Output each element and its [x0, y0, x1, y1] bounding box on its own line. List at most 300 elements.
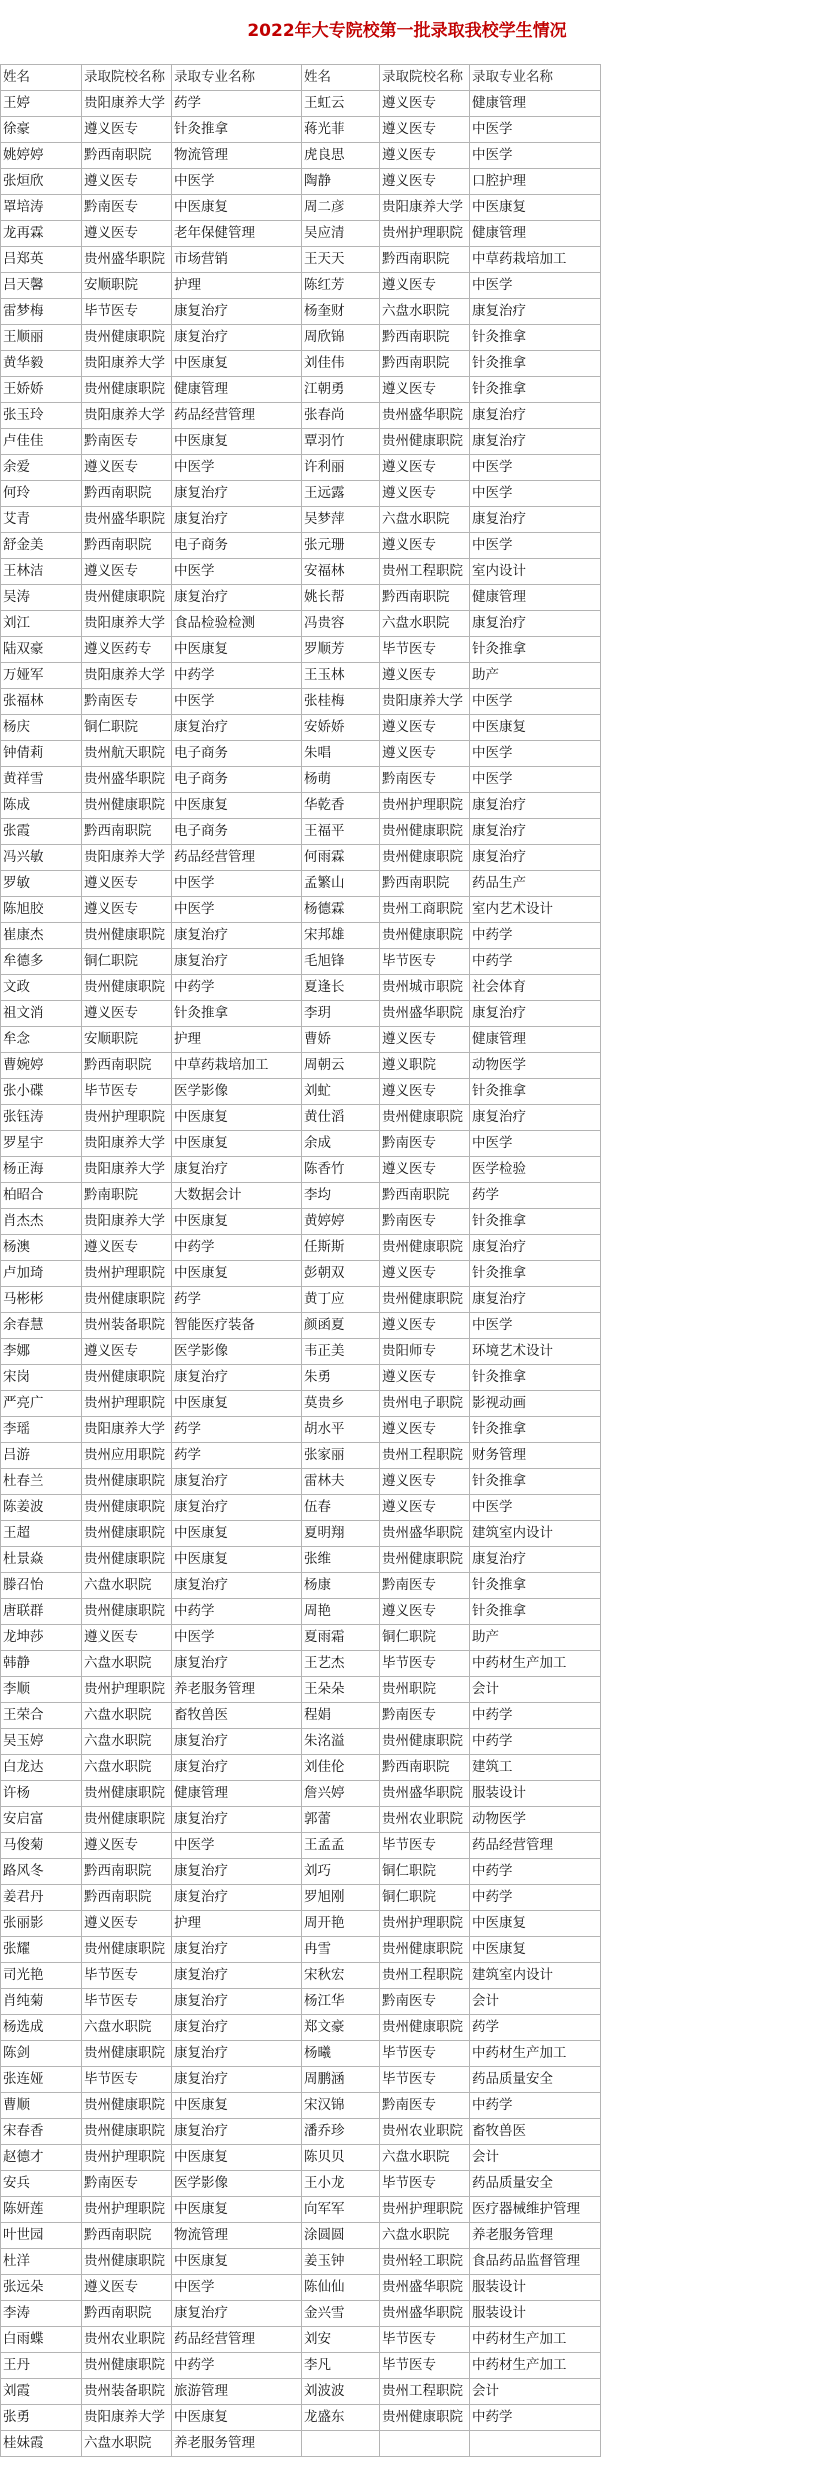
major-name-cell: 针灸推拿 [470, 325, 601, 351]
school-name-cell: 贵州护理职院 [82, 1261, 172, 1287]
table-row [1, 533, 601, 559]
student-name-cell: 赵德才 [1, 2145, 82, 2171]
header-name-1: 姓名 [1, 65, 82, 91]
school-name-cell: 贵州健康职院 [380, 1937, 470, 1963]
student-name-cell: 曹娇 [302, 1027, 380, 1053]
student-name-cell: 吕游 [1, 1443, 82, 1469]
school-name-cell: 黔南医专 [380, 1573, 470, 1599]
student-name-cell: 朱唱 [302, 741, 380, 767]
major-name-cell: 中药学 [470, 1859, 601, 1885]
student-name-cell: 杜春兰 [1, 1469, 82, 1495]
major-name-cell: 建筑工 [470, 1755, 601, 1781]
school-name-cell: 贵阳康养大学 [82, 1417, 172, 1443]
major-name-cell: 服装设计 [470, 2275, 601, 2301]
major-name-cell: 康复治疗 [172, 2301, 302, 2327]
major-name-cell: 药品经营管理 [172, 403, 302, 429]
major-name-cell: 中医学 [470, 741, 601, 767]
student-name-cell: 李娜 [1, 1339, 82, 1365]
major-name-cell: 助产 [470, 1625, 601, 1651]
major-name-cell: 康复治疗 [172, 1989, 302, 2015]
student-name-cell: 郭蕾 [302, 1807, 380, 1833]
major-name-cell: 动物医学 [470, 1807, 601, 1833]
school-name-cell: 遵义医专 [82, 871, 172, 897]
student-name-cell: 杨萌 [302, 767, 380, 793]
student-name-cell: 周二彦 [302, 195, 380, 221]
major-name-cell: 康复治疗 [470, 845, 601, 871]
school-name-cell: 遵义医专 [82, 897, 172, 923]
school-name-cell: 黔西南职院 [380, 325, 470, 351]
major-name-cell: 药学 [172, 1287, 302, 1313]
major-name-cell: 药品经营管理 [172, 2327, 302, 2353]
school-name-cell: 贵阳康养大学 [380, 689, 470, 715]
student-name-cell: 蒋光菲 [302, 117, 380, 143]
school-name-cell: 贵州健康职院 [380, 1105, 470, 1131]
school-name-cell: 贵州健康职院 [380, 2015, 470, 2041]
student-name-cell: 宋邦雄 [302, 923, 380, 949]
student-name-cell: 冯贵容 [302, 611, 380, 637]
school-name-cell: 黔南医专 [380, 1131, 470, 1157]
school-name-cell: 贵州健康职院 [82, 2249, 172, 2275]
student-name-cell: 朱洺溢 [302, 1729, 380, 1755]
table-row [1, 1053, 601, 1079]
major-name-cell: 中医康复 [172, 429, 302, 455]
school-name-cell: 遵义医专 [380, 91, 470, 117]
major-name-cell: 智能医疗装备 [172, 1313, 302, 1339]
major-name-cell: 针灸推拿 [470, 1573, 601, 1599]
student-name-cell: 罗顺芳 [302, 637, 380, 663]
table-row [1, 2405, 601, 2431]
table-row [1, 845, 601, 871]
major-name-cell: 老年保健管理 [172, 221, 302, 247]
student-name-cell: 陈旭胶 [1, 897, 82, 923]
table-row [1, 377, 601, 403]
major-name-cell: 康复治疗 [172, 1937, 302, 1963]
school-name-cell: 六盘水职院 [82, 1755, 172, 1781]
table-row [1, 1235, 601, 1261]
major-name-cell: 中医康复 [172, 2145, 302, 2171]
school-name-cell: 黔西南职院 [82, 1053, 172, 1079]
school-name-cell: 黔南医专 [380, 2093, 470, 2119]
school-name-cell: 黔南职院 [82, 1183, 172, 1209]
student-name-cell: 雷梦梅 [1, 299, 82, 325]
major-name-cell: 针灸推拿 [172, 1001, 302, 1027]
major-name-cell: 中医康复 [470, 1911, 601, 1937]
school-name-cell: 贵州健康职院 [82, 325, 172, 351]
student-name-cell: 张耀 [1, 1937, 82, 1963]
school-name-cell: 遵义医专 [380, 1261, 470, 1287]
school-name-cell: 贵州护理职院 [380, 2197, 470, 2223]
school-name-cell: 贵州健康职院 [82, 1547, 172, 1573]
major-name-cell: 中药学 [470, 923, 601, 949]
student-name-cell: 陈成 [1, 793, 82, 819]
student-name-cell: 白龙达 [1, 1755, 82, 1781]
student-name-cell: 李涛 [1, 2301, 82, 2327]
student-name-cell: 张桂梅 [302, 689, 380, 715]
table-row [1, 1833, 601, 1859]
major-name-cell: 康复治疗 [470, 507, 601, 533]
major-name-cell: 中医康复 [172, 637, 302, 663]
major-name-cell: 会计 [470, 2145, 601, 2171]
major-name-cell: 旅游管理 [172, 2379, 302, 2405]
school-name-cell: 遵义医专 [82, 1833, 172, 1859]
major-name-cell: 动物医学 [470, 1053, 601, 1079]
major-name-cell: 物流管理 [172, 2223, 302, 2249]
school-name-cell: 遵义医专 [380, 169, 470, 195]
student-name-cell: 李玥 [302, 1001, 380, 1027]
school-name-cell: 遵义医专 [380, 117, 470, 143]
school-name-cell: 六盘水职院 [82, 1729, 172, 1755]
student-name-cell: 刘江 [1, 611, 82, 637]
major-name-cell: 药学 [470, 1183, 601, 1209]
table-row [1, 1651, 601, 1677]
school-name-cell: 遵义医专 [380, 1313, 470, 1339]
table-row [1, 871, 601, 897]
student-name-cell: 崔康杰 [1, 923, 82, 949]
table-row [1, 2327, 601, 2353]
student-name-cell: 张小碟 [1, 1079, 82, 1105]
student-name-cell: 王丹 [1, 2353, 82, 2379]
student-name-cell: 王娇娇 [1, 377, 82, 403]
school-name-cell: 贵州健康职院 [380, 845, 470, 871]
table-row [1, 1339, 601, 1365]
table-row [1, 481, 601, 507]
major-name-cell: 中医康复 [172, 351, 302, 377]
major-name-cell: 药品经营管理 [470, 1833, 601, 1859]
school-name-cell: 贵州农业职院 [380, 1807, 470, 1833]
major-name-cell: 药学 [172, 91, 302, 117]
table-row [1, 1417, 601, 1443]
table-row [1, 169, 601, 195]
student-name-cell: 曹婉婷 [1, 1053, 82, 1079]
table-row [1, 91, 601, 117]
school-name-cell: 遵义医专 [82, 1001, 172, 1027]
student-name-cell: 卢加琦 [1, 1261, 82, 1287]
major-name-cell: 中药学 [172, 1235, 302, 1261]
table-row [1, 1027, 601, 1053]
major-name-cell: 康复治疗 [172, 715, 302, 741]
major-name-cell: 康复治疗 [172, 1573, 302, 1599]
student-name-cell: 唐联群 [1, 1599, 82, 1625]
student-name-cell: 朱勇 [302, 1365, 380, 1391]
school-name-cell: 贵州盛华职院 [380, 2275, 470, 2301]
school-name-cell: 贵州盛华职院 [82, 767, 172, 793]
school-name-cell: 黔南医专 [82, 2171, 172, 2197]
major-name-cell: 中药学 [470, 1885, 601, 1911]
table-row [1, 2145, 601, 2171]
major-name-cell: 中医康复 [172, 1391, 302, 1417]
major-name-cell: 康复治疗 [172, 2119, 302, 2145]
major-name-cell: 康复治疗 [172, 923, 302, 949]
school-name-cell: 贵州健康职院 [82, 585, 172, 611]
major-name-cell: 中医学 [172, 559, 302, 585]
major-name-cell: 畜牧兽医 [172, 1703, 302, 1729]
student-name-cell: 路风冬 [1, 1859, 82, 1885]
major-name-cell: 中医康复 [172, 2093, 302, 2119]
school-name-cell: 黔西南职院 [380, 351, 470, 377]
major-name-cell: 中药学 [172, 1599, 302, 1625]
student-name-cell: 余爱 [1, 455, 82, 481]
student-name-cell: 罗旭刚 [302, 1885, 380, 1911]
table-row [1, 1807, 601, 1833]
major-name-cell: 中草药栽培加工 [172, 1053, 302, 1079]
student-name-cell: 何雨霖 [302, 845, 380, 871]
student-name-cell: 周欣锦 [302, 325, 380, 351]
student-name-cell: 严亮广 [1, 1391, 82, 1417]
major-name-cell: 康复治疗 [172, 1469, 302, 1495]
table-row [1, 273, 601, 299]
school-name-cell: 六盘水职院 [82, 2431, 172, 2457]
table-row [1, 2353, 601, 2379]
student-name-cell: 覃羽竹 [302, 429, 380, 455]
major-name-cell: 服装设计 [470, 2301, 601, 2327]
major-name-cell: 食品检验检测 [172, 611, 302, 637]
major-name-cell: 建筑室内设计 [470, 1521, 601, 1547]
table-row [1, 247, 601, 273]
school-name-cell: 贵州盛华职院 [380, 403, 470, 429]
student-name-cell: 颜函夏 [302, 1313, 380, 1339]
major-name-cell: 针灸推拿 [470, 377, 601, 403]
student-name-cell: 冉雪 [302, 1937, 380, 1963]
major-name-cell: 建筑室内设计 [470, 1963, 601, 1989]
table-row [1, 793, 601, 819]
header-row [1, 65, 601, 91]
table-row [1, 1313, 601, 1339]
school-name-cell: 贵州健康职院 [380, 1547, 470, 1573]
student-name-cell: 余春慧 [1, 1313, 82, 1339]
major-name-cell: 中医学 [470, 481, 601, 507]
major-name-cell: 中医康复 [172, 1547, 302, 1573]
school-name-cell: 贵州健康职院 [82, 2093, 172, 2119]
student-name-cell: 彭朝双 [302, 1261, 380, 1287]
school-name-cell: 贵州健康职院 [82, 1495, 172, 1521]
student-name-cell: 任斯斯 [302, 1235, 380, 1261]
school-name-cell: 遵义医专 [380, 741, 470, 767]
table-row [1, 1521, 601, 1547]
school-name-cell: 贵州农业职院 [380, 2119, 470, 2145]
major-name-cell: 健康管理 [470, 221, 601, 247]
major-name-cell: 健康管理 [470, 585, 601, 611]
table-row [1, 2197, 601, 2223]
school-name-cell: 铜仁职院 [380, 1625, 470, 1651]
school-name-cell: 黔南医专 [82, 195, 172, 221]
school-name-cell: 遵义医专 [82, 1911, 172, 1937]
table-row [1, 117, 601, 143]
table-row [1, 2249, 601, 2275]
school-name-cell: 贵阳康养大学 [82, 611, 172, 637]
table-row [1, 1209, 601, 1235]
school-name-cell: 黔西南职院 [82, 2223, 172, 2249]
major-name-cell: 护理 [172, 1027, 302, 1053]
student-name-cell: 夏雨霜 [302, 1625, 380, 1651]
student-name-cell: 吕郑英 [1, 247, 82, 273]
school-name-cell: 贵州护理职院 [82, 1391, 172, 1417]
major-name-cell: 康复治疗 [470, 1547, 601, 1573]
school-name-cell: 贵阳康养大学 [82, 2405, 172, 2431]
major-name-cell: 中药学 [470, 2093, 601, 2119]
table-row [1, 923, 601, 949]
table-row [1, 351, 601, 377]
table-row [1, 2379, 601, 2405]
school-name-cell: 遵义职院 [380, 1053, 470, 1079]
student-name-cell: 滕召怡 [1, 1573, 82, 1599]
school-name-cell: 毕节医专 [82, 299, 172, 325]
major-name-cell: 康复治疗 [172, 1755, 302, 1781]
major-name-cell: 护理 [172, 1911, 302, 1937]
school-name-cell: 黔西南职院 [380, 871, 470, 897]
school-name-cell: 贵州电子职院 [380, 1391, 470, 1417]
table-row [1, 715, 601, 741]
school-name-cell: 遵义医专 [380, 1495, 470, 1521]
major-name-cell: 中医学 [470, 273, 601, 299]
school-name-cell: 贵州健康职院 [82, 1781, 172, 1807]
student-name-cell: 詹兴婷 [302, 1781, 380, 1807]
major-name-cell: 中药学 [470, 2405, 601, 2431]
student-name-cell: 张远朵 [1, 2275, 82, 2301]
student-name-cell: 陶静 [302, 169, 380, 195]
school-name-cell: 遵义医专 [380, 533, 470, 559]
school-name-cell: 遵义医专 [380, 1599, 470, 1625]
sheet-title: 2022年大专院校第一批录取我校学生情况 [247, 21, 567, 41]
school-name-cell: 贵州健康职院 [82, 1937, 172, 1963]
student-name-cell: 陈剑 [1, 2041, 82, 2067]
school-name-cell: 遵义医专 [380, 1469, 470, 1495]
major-name-cell: 药品生产 [470, 871, 601, 897]
student-name-cell: 张家丽 [302, 1443, 380, 1469]
school-name-cell: 贵州护理职院 [380, 793, 470, 819]
school-name-cell: 遵义医专 [380, 1365, 470, 1391]
major-name-cell: 康复治疗 [470, 1287, 601, 1313]
school-name-cell: 黔南医专 [380, 767, 470, 793]
school-name-cell: 遵义医专 [380, 1079, 470, 1105]
major-name-cell: 食品药品监督管理 [470, 2249, 601, 2275]
student-name-cell: 刘安 [302, 2327, 380, 2353]
student-name-cell: 李顺 [1, 1677, 82, 1703]
major-name-cell: 大数据会计 [172, 1183, 302, 1209]
student-name-cell: 柏昭合 [1, 1183, 82, 1209]
student-name-cell: 祖文消 [1, 1001, 82, 1027]
major-name-cell: 中医康复 [172, 1131, 302, 1157]
student-name-cell: 张春尚 [302, 403, 380, 429]
school-name-cell: 黔南医专 [82, 689, 172, 715]
student-name-cell: 吕天馨 [1, 273, 82, 299]
table-row [1, 1703, 601, 1729]
table-row [1, 1365, 601, 1391]
student-name-cell: 安启富 [1, 1807, 82, 1833]
student-name-cell: 刘佳伦 [302, 1755, 380, 1781]
major-name-cell: 康复治疗 [470, 299, 601, 325]
school-name-cell: 毕节医专 [380, 1651, 470, 1677]
student-name-cell: 张维 [302, 1547, 380, 1573]
student-name-cell: 郑文豪 [302, 2015, 380, 2041]
table-row [1, 325, 601, 351]
student-name-cell: 王顺丽 [1, 325, 82, 351]
school-name-cell: 黔西南职院 [380, 1183, 470, 1209]
major-name-cell: 中药材生产加工 [470, 2353, 601, 2379]
school-name-cell: 贵州工程职院 [380, 1963, 470, 1989]
school-name-cell: 贵州城市职院 [380, 975, 470, 1001]
admission-table [0, 64, 601, 2457]
major-name-cell: 康复治疗 [172, 585, 302, 611]
student-name-cell: 胡水平 [302, 1417, 380, 1443]
school-name-cell: 贵州健康职院 [82, 1807, 172, 1833]
major-name-cell: 针灸推拿 [470, 1469, 601, 1495]
major-name-cell: 针灸推拿 [470, 351, 601, 377]
school-name-cell: 贵州盛华职院 [380, 1781, 470, 1807]
table-row [1, 143, 601, 169]
table-row [1, 1001, 601, 1027]
student-name-cell: 万娅军 [1, 663, 82, 689]
school-name-cell: 毕节医专 [380, 2327, 470, 2353]
school-name-cell: 贵州盛华职院 [380, 1001, 470, 1027]
school-name-cell: 黔西南职院 [82, 1859, 172, 1885]
major-name-cell: 康复治疗 [172, 1807, 302, 1833]
student-name-cell: 陈香竹 [302, 1157, 380, 1183]
school-name-cell: 遵义医专 [82, 1625, 172, 1651]
school-name-cell: 遵义医专 [82, 455, 172, 481]
major-name-cell: 会计 [470, 1677, 601, 1703]
student-name-cell: 肖纯菊 [1, 1989, 82, 2015]
student-name-cell: 黄婷婷 [302, 1209, 380, 1235]
school-name-cell: 贵州护理职院 [380, 221, 470, 247]
student-name-cell: 桂妹霞 [1, 2431, 82, 2457]
table-row [1, 2015, 601, 2041]
school-name-cell: 贵州农业职院 [82, 2327, 172, 2353]
school-name-cell: 六盘水职院 [82, 2015, 172, 2041]
student-name-cell: 杨江华 [302, 1989, 380, 2015]
major-name-cell: 康复治疗 [470, 793, 601, 819]
school-name-cell: 六盘水职院 [380, 507, 470, 533]
table-row [1, 195, 601, 221]
student-name-cell: 安娇娇 [302, 715, 380, 741]
school-name-cell: 黔西南职院 [82, 2301, 172, 2327]
major-name-cell: 护理 [172, 273, 302, 299]
school-name-cell: 遵义医专 [380, 143, 470, 169]
table-row [1, 403, 601, 429]
table-row [1, 299, 601, 325]
school-name-cell: 贵州护理职院 [82, 1105, 172, 1131]
header-major-2: 录取专业名称 [470, 65, 601, 91]
major-name-cell: 中药材生产加工 [470, 2041, 601, 2067]
student-name-cell: 余成 [302, 1131, 380, 1157]
school-name-cell: 贵州健康职院 [82, 1521, 172, 1547]
major-name-cell: 药品质量安全 [470, 2171, 601, 2197]
student-name-cell: 马彬彬 [1, 1287, 82, 1313]
student-name-cell: 张丽影 [1, 1911, 82, 1937]
school-name-cell: 贵州健康职院 [82, 1469, 172, 1495]
school-name-cell: 贵州盛华职院 [380, 1521, 470, 1547]
school-name-cell: 贵州健康职院 [82, 975, 172, 1001]
major-name-cell: 中医学 [172, 689, 302, 715]
school-name-cell: 贵州健康职院 [82, 1287, 172, 1313]
table-row [1, 221, 601, 247]
student-name-cell: 华乾香 [302, 793, 380, 819]
school-name-cell: 遵义医专 [380, 273, 470, 299]
table-row [1, 897, 601, 923]
school-name-cell [380, 2431, 470, 2457]
student-name-cell: 杨庆 [1, 715, 82, 741]
school-name-cell: 安顺职院 [82, 273, 172, 299]
school-name-cell: 铜仁职院 [380, 1859, 470, 1885]
school-name-cell: 黔西南职院 [82, 481, 172, 507]
student-name-cell: 龙再霖 [1, 221, 82, 247]
student-name-cell: 陈妍莲 [1, 2197, 82, 2223]
table-row [1, 949, 601, 975]
major-name-cell: 会计 [470, 1989, 601, 2015]
table-row [1, 1105, 601, 1131]
student-name-cell: 宋岗 [1, 1365, 82, 1391]
table-row [1, 2041, 601, 2067]
school-name-cell: 毕节医专 [380, 2171, 470, 2197]
